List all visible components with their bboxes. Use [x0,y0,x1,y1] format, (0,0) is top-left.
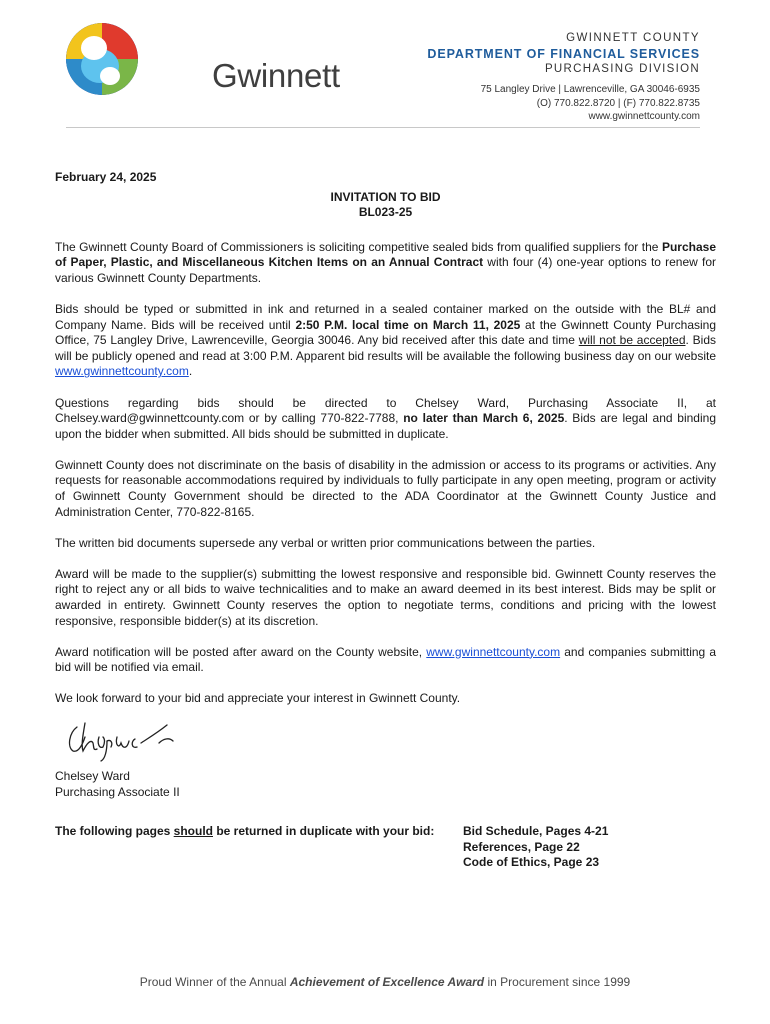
return-pages-label [55,824,434,840]
p2-text-f: . [188,364,193,379]
return-pages-list [463,824,608,871]
footer-award-name: Achievement of Excellence Award [289,975,485,989]
signer-name: Chelsey Ward [55,768,130,783]
header-divider [66,127,700,128]
p2-text-c: at the Gwinnett County Purchasing Office, 75 Langley Drive, Lawrenceville, Georgia 30046. Any bid received after this date and time [55,317,717,348]
paragraph-intro [55,240,716,287]
p2-text-a: Bids should be typed or submitted in ink and returned in a sealed container marked on the outside with the BL# and Company Name. Bids will be received until [55,302,716,332]
paragraph-closing: We look forward to your bid and appreciate your interest in Gwinnett County. [55,691,461,706]
paragraph-ada: Gwinnett County does not discriminate on the basis of disability in the admission or access to its programs or activities. Any requests for reasonable accommodations required by individuals to fully participate in any open meeting, program or activity of Gwinnett County Government should be directed to the ADA Coordinator at the Gwinnett County Justice and Administration Center, 770-822-8165. [55,457,716,519]
return-pages-section [55,824,716,876]
paragraph-supersede: The written bid documents supersede any verbal or written prior communications between the parties. [55,535,596,550]
website-link[interactable]: www.gwinnettcounty.com [426,644,561,659]
department-header [427,31,700,124]
p3-text-a: Questions regarding bids should be directed to Chelsey Ward, Purchasing Associate II, at Chelsey.ward@gwinnettcounty.com or by calling 770-822-7788, [55,395,716,426]
return-item: References, Page 22 [463,839,580,854]
return-label-c: be returned in duplicate with your bid: [213,824,435,839]
p3-text-c: . Bids are legal and binding upon the bidder when submitted. All bids should be submitted in duplicate. [55,411,716,441]
website-link[interactable]: www.gwinnettcounty.com [55,364,189,379]
p3-bold-date: no later than March 6, 2025 [403,411,565,426]
division-name: PURCHASING DIVISION [544,63,700,76]
handwritten-signature [63,713,193,765]
paragraph-notification [55,645,716,676]
p1-text-c: with four (4) one-year options to renew for various Gwinnett County Departments. [55,255,717,285]
p7-text-b: and companies submitting a bid will be notified via email. [55,644,716,675]
paragraph-submission [55,302,716,380]
p1-text-a: The Gwinnett County Board of Commissioners is soliciting competitive sealed bids from qualified suppliers for the [55,239,662,254]
return-label-should: should [173,824,213,839]
logo-wordmark: Gwinnett [212,57,340,94]
letter-date: February 24, 2025 [55,170,157,184]
p7-text-a: Award notification will be posted after award on the County website, [55,644,427,659]
return-item: Bid Schedule, Pages 4-21 [463,824,609,839]
gwinnett-logo [64,22,340,98]
gwinnett-logo-mark-icon [64,22,144,98]
p2-text-e: . Bids will be publicly opened and read at 3:00 P.M. Apparent bid results will be available the following business day on our website [55,333,716,363]
county-name: GWINNETT COUNTY [566,32,700,44]
footer-text-a: Proud Winner of the Annual [139,975,290,989]
letter-heading: INVITATION TO BID [330,189,441,204]
address: 75 Langley Drive | Lawrenceville, GA 30046-6935 [480,84,700,96]
p2-bold-deadline: 2:50 P.M. local time on March 11, 2025 [295,317,521,332]
p2-underline-not-accepted: will not be accepted [578,333,686,348]
paragraph-award: Award will be made to the supplier(s) submitting the lowest responsive and responsible bid. Gwinnett County reserves the right to reject any or all bids to waive technicalities and to make an award deemed in its best interest. Bids may be split or awarded in entirety. Gwinnett County reserves the option to negotiate terms, conditions and pricing with the lowest responsive, responsible bidder(s) at its discretion. [55,566,716,628]
bid-number: BL023-25 [358,205,413,220]
header-website: www.gwinnettcounty.com [588,111,700,123]
footer-text-c: in Procurement since 1999 [484,975,631,989]
paragraph-questions [55,396,716,443]
signer-title: Purchasing Associate II [55,784,180,799]
p1-bold-title: Purchase of Paper, Plastic, and Miscellaneous Kitchen Items on an Annual Contract [55,239,716,270]
phone-fax: (O) 770.822.8720 | (F) 770.822.8735 [536,97,700,109]
footer-award-note [0,975,770,989]
return-item: Code of Ethics, Page 23 [463,855,600,870]
letter-body [55,170,716,876]
return-label-a: The following pages [55,824,174,839]
department-name: DEPARTMENT OF FINANCIAL SERVICES [427,46,700,61]
